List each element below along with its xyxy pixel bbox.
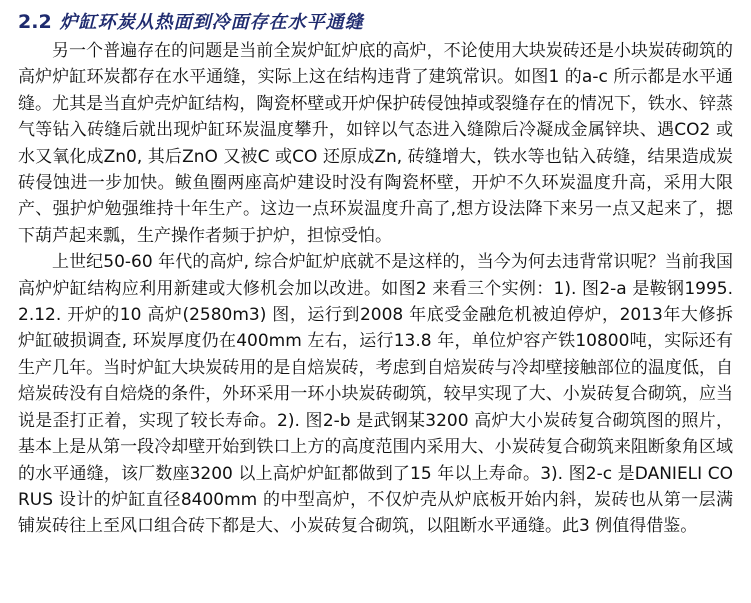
section-number: 2.2 xyxy=(18,11,52,33)
body-text xyxy=(18,38,733,540)
paragraph: 另一个普遍存在的问题是当前全炭炉缸炉底的高炉，不论使用大块炭砖还是小块炭砖砌筑的高炉炉缸环炭都存在水平通缝，实际上这在结构违背了建筑常识。如图1 的a-c 所示都是水平通缝。尤其是当直炉壳炉缸结构，陶瓷杯壁或开炉保护砖侵蚀掉或裂缝存在的情况下，铁水、锌蒸气等钻入砖缝后就出现炉缸环炭温度攀升，如锌以气态进入缝隙后冷凝成金属锌块、遇CO2 或水又氧化成Zn0, 其后ZnO 又被C 或CO 还原成Zn, 砖缝增大，铁水等也钻入砖缝，结果造成炭砖侵蚀进一步加快。鲅鱼圈两座高炉建设时没有陶瓷杯壁，开炉不久环炭温度升高，采用大限产、强护炉勉强维持十年生产。这边一点环炭温度升高了,想方设法降下来另一点又起来了，摁下葫芦起来瓢，生产操作者频于护炉，担惊受怕。 xyxy=(18,41,733,246)
section-title: 炉缸环炭从热面到冷面存在水平通缝 xyxy=(59,12,364,33)
section-heading xyxy=(18,8,733,34)
paragraph: 上世纪50-60 年代的高炉, 综合炉缸炉底就不是这样的，当今为何去违背常识呢？当前我国高炉炉缸结构应利用新建或大修机会加以改进。如图2 来看三个实例：1). 图2-a 是鞍钢1995.2.12. 开炉的10 高炉(2580m3) 图，运行到2008 年底受金融危机被迫停炉，2013年大修拆炉缸破损调查, 环炭厚度仍在400mm 左右，运行13.8 年，单位炉容产铁10800吨，实际还有生产几年。当时炉缸大块炭砖用的是自焙炭砖，考虑到自焙炭砖与冷却壁接触部位的温度低，自焙炭砖没有自焙烧的条件，外环采用一环小块炭砖砌筑，较早实现了大、小炭砖复合砌筑，应当说是歪打正着，实现了较长寿命。2). 图2-b 是武钢某3200 高炉大小炭砖复合砌筑图的照片，基本上是从第一段冷却壁开始到铁口上方的高度范围内采用大、小炭砖复合砌筑来阻断象角区域的水平通缝，该厂数座3200 以上高炉炉缸都做到了15 年以上寿命。3). 图2-c 是DANIELI CORUS 设计的炉缸直径8400mm 的中型高炉，不仅炉壳从炉底板开始内斜，炭砖也从第一层满铺炭砖往上至风口组合砖下都是大、小炭砖复合砌筑，以阻断水平通缝。此3 例值得借鉴。 xyxy=(18,252,733,537)
